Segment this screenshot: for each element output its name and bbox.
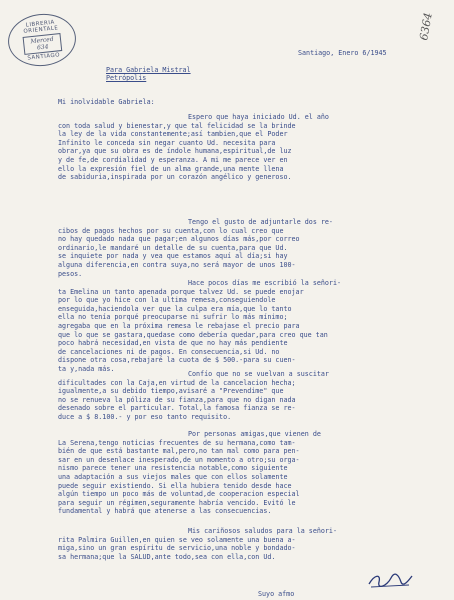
letter-line: igualmente,a su debido tiempo,avisaré a "Prevendime" que: [58, 387, 284, 396]
stamp-middle-text: Merced 634: [23, 33, 63, 55]
letter-line: ta Emelina un tanto apenada porque talvez Ud. se puede enojar: [58, 287, 304, 296]
letter-line: dispone otra cosa,rebajaré la cuota de $ 500.-para su cuen-: [58, 356, 296, 365]
letter-line: Mis cariñosos saludos para la señori-: [188, 527, 337, 535]
letter-line: y de fe,de cordialidad y esperanza. A mi me parece ver en: [58, 156, 288, 164]
letter-line: ella no tenía porqué preocuparse ni sufrir lo más mínimo;: [58, 313, 288, 322]
letter-line: Tengo el gusto de adjuntarle dos re-: [188, 218, 333, 226]
letter-line: pesos.: [58, 269, 83, 278]
letter-line: para seguir un régimen,seguramente habría vencido. Evitó le: [58, 498, 296, 507]
letter-line: miga,sino un gran espíritu de servicio,una noble y bondado-: [58, 544, 296, 553]
letter-line: no hay quedado nada que pagar;en algunos días más,por correo: [58, 235, 300, 244]
letter-line: desenado sobre el particular. Total,la famosa fianza se re-: [58, 404, 296, 413]
letter-line: obrar,ya que su obra es de índole humana,espiritual,de luz: [58, 147, 292, 156]
letter-line: ta y,nada más.: [58, 365, 115, 373]
letter-line: agregaba que en la próxima remesa le rebajase el precio para: [58, 322, 300, 330]
stamp-bottom-text: SANTIAGO: [27, 52, 61, 62]
stamp-top-text: LIBRERIA ORIENTALE: [23, 19, 59, 35]
letter-line: con toda salud y bienestar,y que tal felicidad se la brinde: [58, 121, 296, 130]
letter-line: dificultades con la Caja,en virtud de la cancelacion hecha;: [58, 378, 296, 387]
letter-line: Infinito le conceda sin negar cuanto Ud. necesita para: [58, 138, 276, 147]
archive-number: 6364: [417, 11, 435, 42]
letter-body: [58, 0, 438, 598]
letter-line: La Serena,tengo noticias frecuentes de su hermana,como tam-: [58, 438, 296, 447]
letter-line: que lo que se gastara,quedase como debería quedar,para creo que tan: [58, 330, 328, 339]
letter-line: duce a $ 8.100.- y por eso tanto requisito.: [58, 413, 232, 421]
letter-line: Espero que haya iniciado Ud. el año: [188, 113, 329, 121]
letter-line: Hace pocos días me escribió la señori-: [188, 279, 341, 287]
letter-recipient: Para Gabriela Mistral: [106, 66, 191, 74]
letter-line: enseguida,haciendola ver que la culpa era mía,que lo tanto: [58, 304, 292, 313]
letter-line: cibos de pagos hechos por su cuenta,con lo cual creo que: [58, 226, 284, 235]
letter-line: de cancelaciones ni de pagos. En consecuencia,si Ud. no: [58, 347, 280, 356]
letter-line: se inquiete por nada y vea que estamos aquí al día;si hay: [58, 252, 288, 261]
letter-line: algún tiempo un poco más de voluntad,de cooperacion especial: [58, 490, 300, 499]
letter-line: fundamental y habrá que atenerse a las consecuencias.: [58, 507, 272, 516]
letter-line: ordinario,le mandaré un detalle de su cuenta,para que Ud.: [58, 243, 288, 252]
letter-line: rita Palmira Guillen,en quien se veo solamente una buena a-: [58, 535, 296, 544]
letter-greeting: Mi inolvidable Gabriela:: [58, 98, 155, 106]
letter-date: Santiago, Enero 6/1945: [298, 49, 387, 57]
letter-line: puede seguir existiendo. Si ella hubiera tenido desde hace: [58, 481, 292, 490]
letter-line: no se renueva la póliza de su fianza,para que no digan nada: [58, 395, 296, 404]
letter-line: ello la expresión fiel de un alma grande,una mente llena: [58, 164, 284, 173]
letter-line: de sabiduria,inspirada por un corazón angélico y generoso.: [58, 173, 292, 182]
letter-line: Confío que no se vuelvan a suscitar: [188, 370, 329, 378]
letter-line: alguna diferencia,en contra suya,no será mayor de unos 100-: [58, 261, 296, 269]
letter-line: la ley de la vida constantemente;así tambien,que el Poder: [58, 130, 288, 139]
letter-line: Por personas amigas,que vienen de: [188, 430, 321, 438]
letter-line: sa hermana;que la SALUD,ante todo,sea con ella,con Ud.: [58, 552, 276, 561]
letter-line: bién de que está bastante mal,pero,no tan mal como para pen-: [58, 447, 300, 456]
letter-line: poco habrá necesidad,en vista de que no hay más pendiente: [58, 339, 288, 348]
letter-line: nismo parece tener una resistencia notable,como siguiente: [58, 464, 288, 473]
letter-location: Petrópolis: [106, 74, 147, 82]
signature-icon: [365, 570, 415, 590]
letter-line: por lo que yo hice con la ultima remesa,conseguiendole: [58, 296, 276, 305]
letter-line: una adaptación a sus viejos males que con ellos solamente: [58, 473, 288, 481]
letter-line: sar en un desenlace inesperado,de un momento a otro;su orga-: [58, 455, 300, 464]
letter-closing: Suyo afmo: [258, 590, 295, 598]
